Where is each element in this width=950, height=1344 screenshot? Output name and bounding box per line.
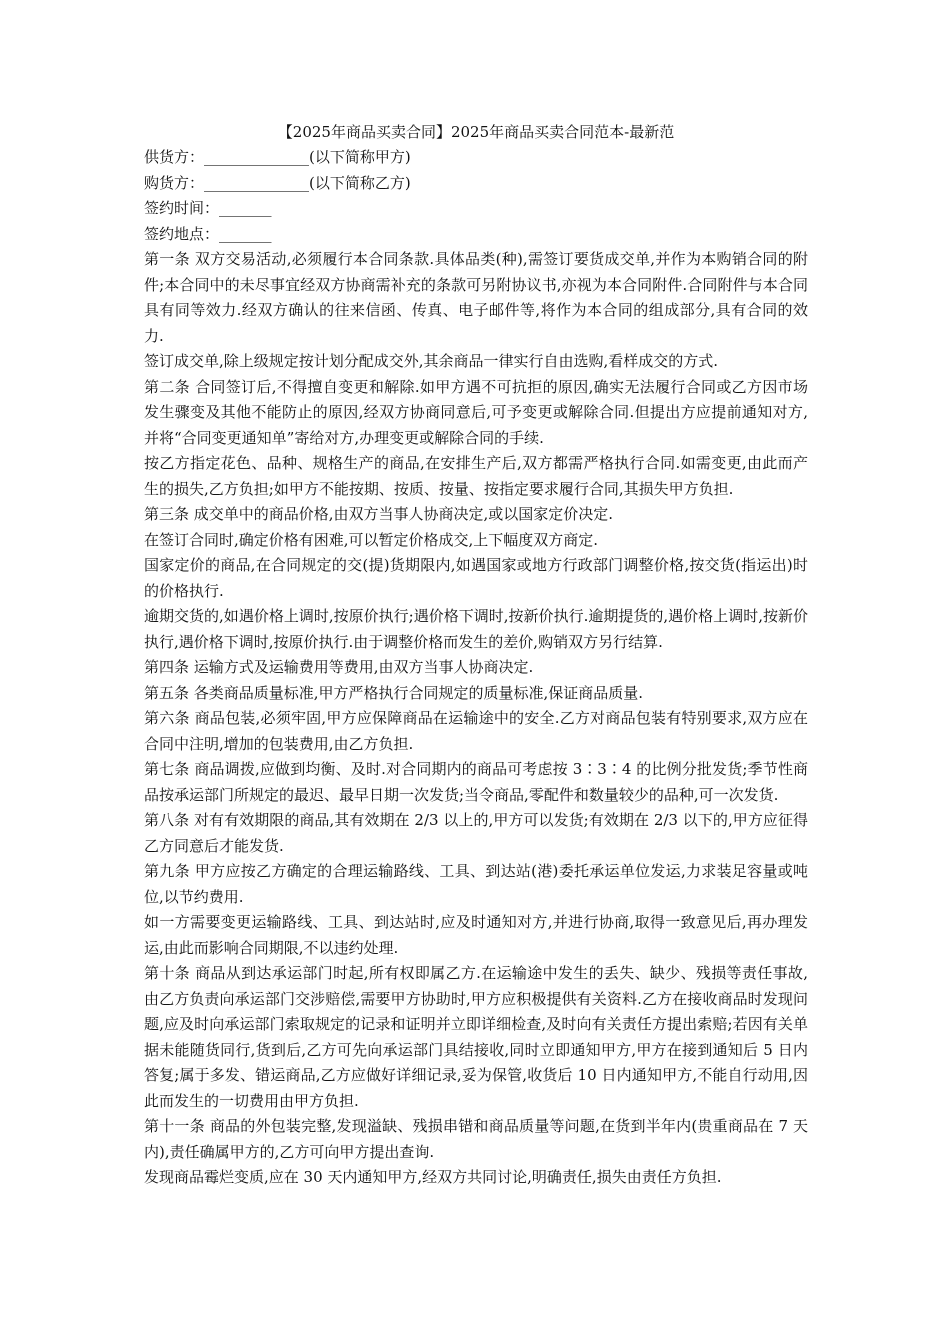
paragraph: 第四条 运输方式及运输费用等费用,由双方当事人协商决定. [144,658,534,676]
paragraph: 第三条 成交单中的商品价格,由双方当事人协商决定,或以国家定价决定. [144,505,614,523]
signing-place-field: 签约地点：_______ [144,224,272,243]
document-page [144,118,808,1191]
document-title: 【2025年商品买卖合同】2025年商品买卖合同范本-最新范 [277,123,675,141]
paragraph: 第九条 甲方应按乙方确定的合理运输路线、工具、到达站(港)委托承运单位发运,力求装足容量或吨位,以节约费用. [144,862,808,906]
paragraph: 如一方需要变更运输路线、工具、到达站时,应及时通知对方,并进行协商,取得一致意见后,再办理发运,由此而影响合同期限,不以违约处理. [144,913,808,957]
paragraph: 第十一条 商品的外包装完整,发现溢缺、残损串错和商品质量等问题,在货到半年内(贵重商品在 7 天内),责任确属甲方的,乙方可向甲方提出查询. [144,1117,808,1161]
signing-date-field: 签约时间：_______ [144,199,272,217]
paragraph: 第二条 合同签订后,不得擅自变更和解除.如甲方遇不可抗拒的原因,确实无法履行合同或乙方因市场发生骤变及其他不能防止的原因,经双方协商同意后,可予变更或解除合同.但提出方应提前通知对方,并将“合同变更通知单”寄给对方,办理变更或解除合同的手续. [144,377,808,447]
paragraph: 第六条 商品包装,必须牢固,甲方应保障商品在运输途中的安全.乙方对商品包装有特别要求,双方应在合同中注明,增加的包装费用,由乙方负担. [144,709,808,753]
paragraph: 国家定价的商品,在合同规定的交(提)货期限内,如遇国家或地方行政部门调整价格,按交货(指运出)时的价格执行. [144,556,808,600]
paragraph: 第七条 商品调拨,应做到均衡、及时.对合同期内的商品可考虑按 3∶3∶4 的比例分批发货;季节性商品按承运部门所规定的最迟、最早日期一次发货;当令商品,零配件和数量较少的品种,可一次发货. [144,760,808,804]
paragraph: 第一条 双方交易活动,必须履行本合同条款.具体品类(种),需签订要货成交单,并作为本购销合同的附件;本合同中的未尽事宜经双方协商需补充的条款可另附协议书,亦视为本合同附件.合同附件与本合同具有同等效力.经双方确认的往来信函、传真、电子邮件等,将作为本合同的组成部分,具有合同的效力. [144,250,808,345]
paragraph: 第十条 商品从到达承运部门时起,所有权即属乙方.在运输途中发生的丢失、缺少、残损等责任事故,由乙方负责向承运部门交涉赔偿,需要甲方协助时,甲方应积极提供有关资料.乙方在接收商品时发现问题,应及时向承运部门索取规定的记录和证明并立即详细检查,及时向有关责任方提出索赔;若因有关单据未能随货同行,货到后,乙方可先向承运部门具结接收,同时立即通知甲方,甲方在接到通知后 5 日内答复;属于多发、错运商品,乙方应做好详细记录,妥为保管,收货后 10 日内通知甲方,不能自行动用,因此而发生的一切费用由甲方负担. [144,964,808,1110]
paragraph: 签订成交单,除上级规定按计划分配成交外,其余商品一律实行自由选购,看样成交的方式. [144,352,719,370]
paragraph: 逾期交货的,如遇价格上调时,按原价执行;遇价格下调时,按新价执行.逾期提货的,遇价格上调时,按新价执行,遇价格下调时,按原价执行.由于调整价格而发生的差价,购销双方另行结算. [144,607,808,651]
paragraph: 第五条 各类商品质量标准,甲方严格执行合同规定的质量标准,保证商品质量. [144,683,644,702]
paragraph: 按乙方指定花色、品种、规格生产的商品,在安排生产后,双方都需严格执行合同.如需变更,由此而产生的损失,乙方负担;如甲方不能按期、按质、按量、按指定要求履行合同,其损失甲方负担. [144,454,808,498]
contract-body [144,247,808,1191]
header-fields [144,145,808,247]
buyer-field: 购货方：______________(以下简称乙方) [144,173,411,192]
paragraph: 第八条 对有有效期限的商品,其有效期在 2/3 以上的,甲方可以发货;有效期在 2/3 以下的,甲方应征得乙方同意后才能发货. [144,811,808,855]
paragraph: 发现商品霉烂变质,应在 30 天内通知甲方,经双方共同讨论,明确责任,损失由责任方负担. [144,1168,722,1186]
paragraph: 在签订合同时,确定价格有困难,可以暂定价格成交,上下幅度双方商定. [144,530,599,549]
supplier-field: 供货方：______________(以下简称甲方) [144,148,411,166]
